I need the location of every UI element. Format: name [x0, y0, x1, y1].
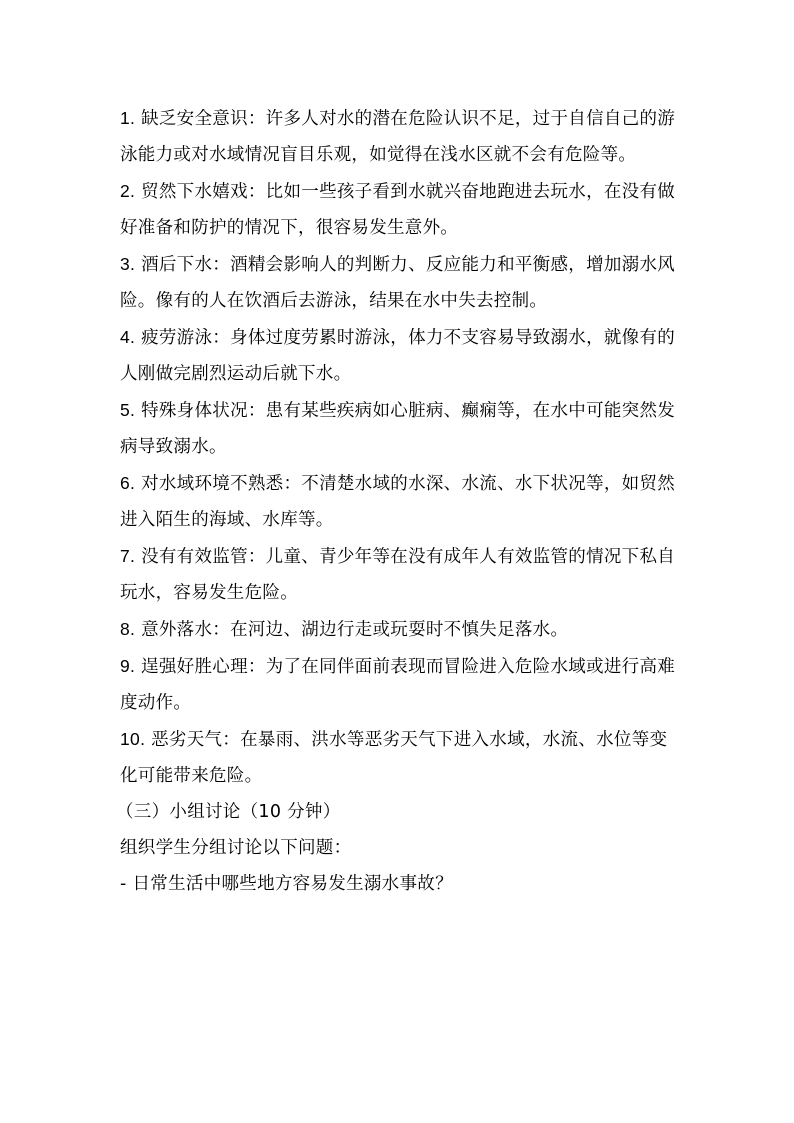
list-item — [120, 648, 682, 721]
list-item — [120, 173, 682, 246]
list-item-number: 9. — [120, 656, 136, 676]
list-item — [120, 538, 682, 611]
list-item-text: 恶劣天气：在暴雨、洪水等恶劣天气下进入水域，水流、水位等变化可能带来危险。 — [120, 730, 668, 786]
list-item-text: 意外落水：在河边、湖边行走或玩耍时不慎失足落水。 — [141, 620, 569, 640]
document-body — [116, 100, 682, 902]
discussion-question: - 日常生活中哪些地方容易发生溺水事故？ — [120, 874, 453, 894]
list-item — [120, 319, 682, 392]
list-item-number: 8. — [120, 619, 136, 639]
list-item — [120, 392, 682, 465]
list-item-text: 逞强好胜心理：为了在同伴面前表现而冒险进入危险水域或进行高难度动作。 — [120, 657, 676, 713]
list-item-text: 特殊身体状况：患有某些疾病如心脏病、癫痫等，在水中可能突然发病导致溺水。 — [120, 401, 676, 457]
list-item — [120, 246, 682, 319]
list-item-number: 10. — [120, 729, 146, 749]
list-item-number: 5. — [120, 400, 136, 420]
list-item-number: 4. — [120, 327, 136, 347]
list-item-text: 贸然下水嬉戏：比如一些孩子看到水就兴奋地跑进去玩水，在没有做好准备和防护的情况下，很容易发生意外。 — [120, 182, 676, 238]
list-item — [120, 100, 682, 173]
list-item-number: 3. — [120, 254, 136, 274]
list-item-text: 缺乏安全意识：许多人对水的潜在危险认识不足，过于自信自己的游泳能力或对水域情况盲目乐观，如觉得在浅水区就不会有危险等。 — [120, 109, 676, 165]
list-item-text: 酒后下水：酒精会影响人的判断力、反应能力和平衡感，增加溺水风险。像有的人在饮酒后去游泳，结果在水中失去控制。 — [120, 255, 676, 311]
list-item-text: 疲劳游泳：身体过度劳累时游泳，体力不支容易导致溺水，就像有的人刚做完剧烈运动后就下水。 — [120, 328, 676, 384]
list-item-text: 没有有效监管：儿童、青少年等在没有成年人有效监管的情况下私自玩水，容易发生危险。 — [120, 547, 676, 603]
list-item-number: 2. — [120, 181, 136, 201]
section-heading: （三）小组讨论（10 分钟） — [116, 802, 341, 822]
section-intro: 组织学生分组讨论以下问题： — [120, 838, 352, 858]
list-item — [120, 721, 682, 794]
list-item-number: 7. — [120, 546, 136, 566]
list-item-number: 1. — [120, 108, 136, 128]
list-item-text: 对水域环境不熟悉：不清楚水域的水深、水流、水下状况等，如贸然进入陌生的海域、水库等。 — [120, 474, 676, 530]
list-item — [120, 611, 682, 648]
list-item-number: 6. — [120, 473, 136, 493]
list-item — [120, 465, 682, 538]
